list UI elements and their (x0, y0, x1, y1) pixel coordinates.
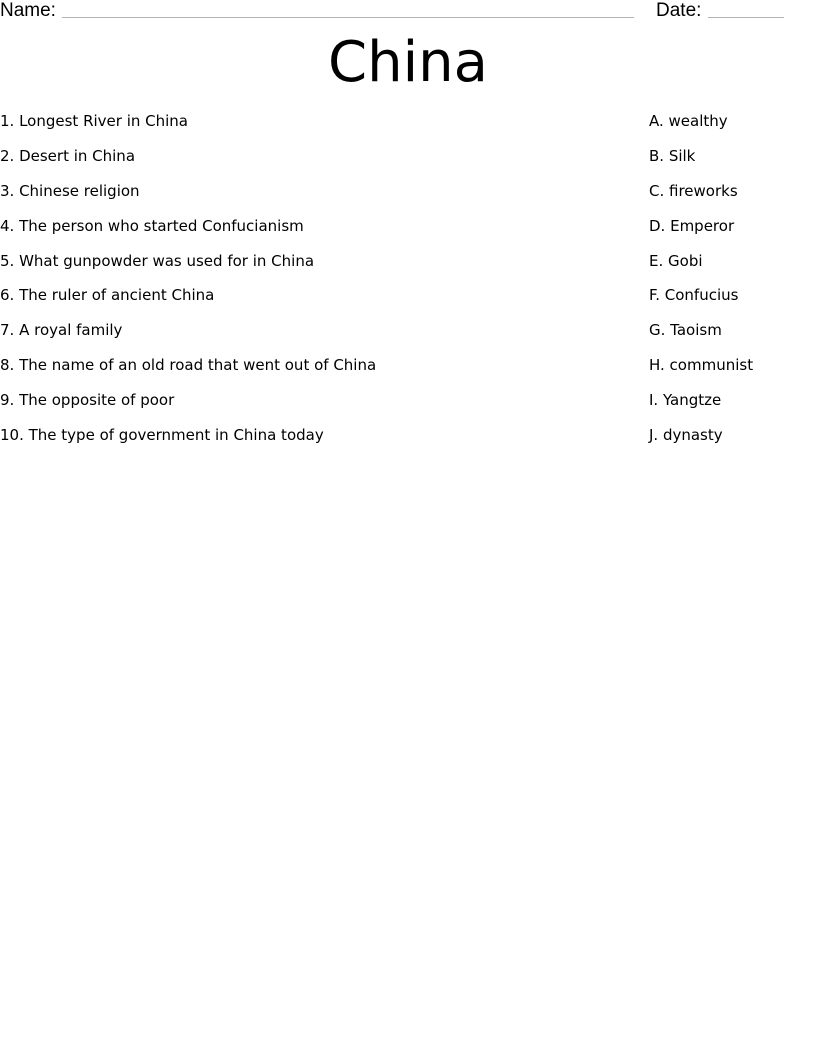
match-row (0, 389, 816, 424)
date-label: Date: (656, 0, 702, 21)
answer-option: F. Confucius (649, 286, 739, 305)
name-blank-line[interactable] (62, 17, 634, 18)
answer-option: E. Gobi (649, 251, 703, 270)
date-blank-line[interactable] (708, 17, 784, 18)
name-label: Name: (0, 0, 56, 21)
clue-text: 6. The ruler of ancient China (0, 286, 215, 305)
answer-option: B. Silk (649, 146, 696, 165)
answer-option: G. Taoism (649, 321, 722, 340)
clue-text: 9. The opposite of poor (0, 391, 175, 410)
clue-text: 4. The person who started Confucianism (0, 216, 304, 235)
match-row (0, 215, 816, 250)
worksheet-title: China (328, 30, 488, 95)
clue-text: 5. What gunpowder was used for in China (0, 251, 315, 270)
answer-option: H. communist (649, 356, 754, 375)
clue-text: 2. Desert in China (0, 146, 136, 165)
clue-text: 8. The name of an old road that went out of China (0, 356, 377, 375)
clue-text: 7. A royal family (0, 321, 123, 340)
answer-option: C. fireworks (649, 181, 738, 200)
answer-option: J. dynasty (649, 426, 723, 445)
match-row (0, 180, 816, 215)
clue-text: 10. The type of government in China today (0, 426, 324, 445)
match-row (0, 424, 816, 459)
worksheet-header (0, 0, 816, 24)
match-row (0, 354, 816, 389)
match-row (0, 250, 816, 285)
match-row (0, 284, 816, 319)
clue-text: 1. Longest River in China (0, 112, 188, 130)
match-row (0, 110, 816, 145)
clue-text: 3. Chinese religion (0, 181, 140, 200)
match-row (0, 319, 816, 354)
answer-option: D. Emperor (649, 216, 735, 235)
match-row (0, 145, 816, 180)
matching-list (0, 110, 816, 459)
answer-option: A. wealthy (649, 112, 728, 130)
answer-option: I. Yangtze (649, 391, 722, 410)
